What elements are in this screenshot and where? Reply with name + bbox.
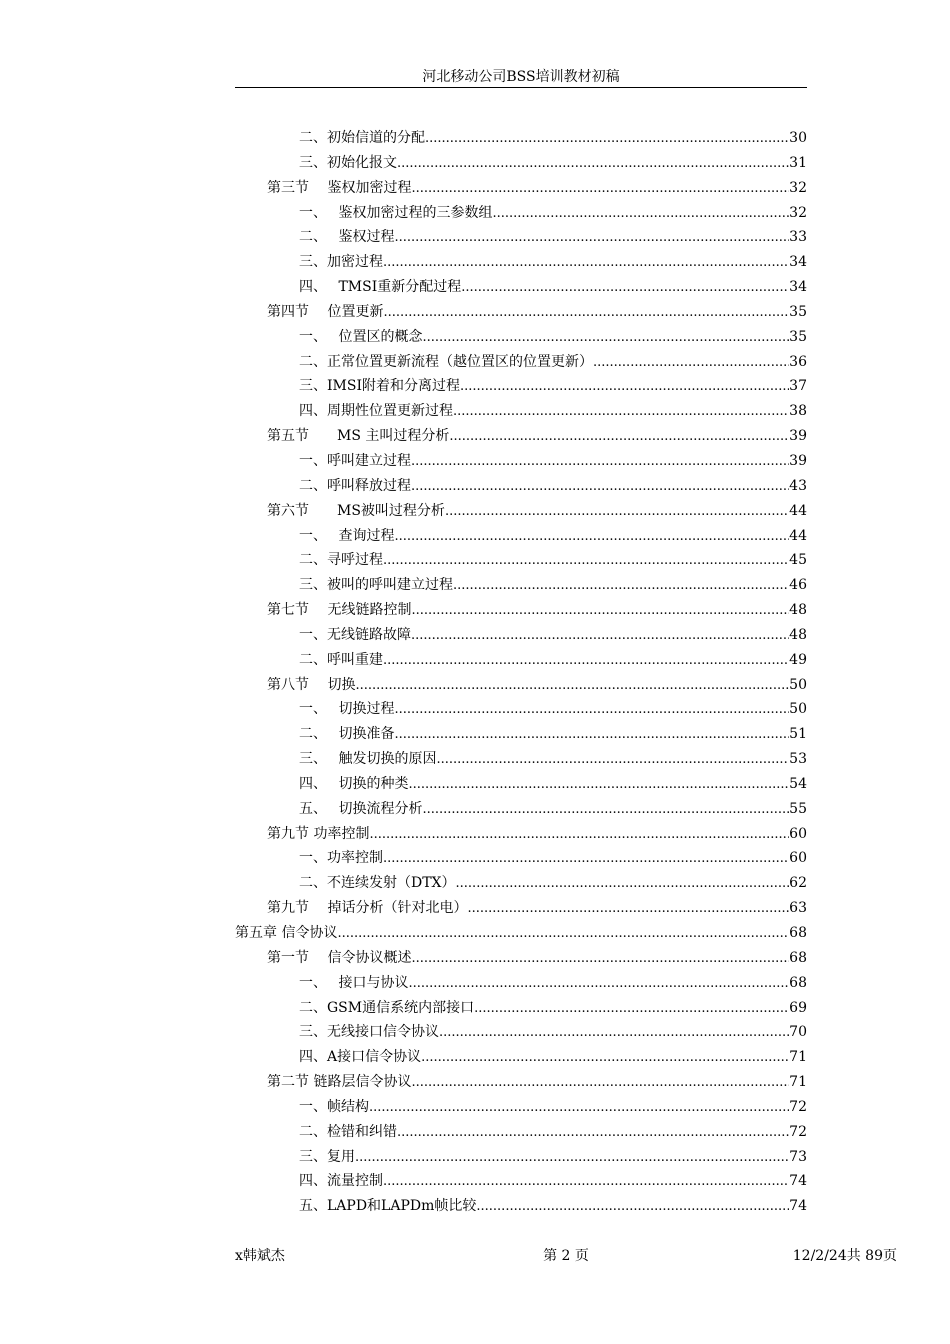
toc-entry-page: 50 bbox=[789, 676, 807, 693]
toc-entry-label: 二、寻呼过程 bbox=[299, 552, 383, 569]
toc-entry-page: 46 bbox=[789, 577, 807, 594]
toc-entry-page: 60 bbox=[789, 850, 807, 867]
toc-leader-dots bbox=[411, 624, 789, 649]
toc-entry-label: 第九节 功率控制 bbox=[267, 825, 370, 842]
toc-entry[interactable] bbox=[235, 996, 807, 1021]
toc-entry-label: 一、 鉴权加密过程的三参数组 bbox=[299, 204, 493, 221]
toc-entry-page: 70 bbox=[789, 1024, 807, 1041]
toc-leader-dots bbox=[436, 748, 789, 773]
toc-leader-dots bbox=[355, 1146, 789, 1171]
toc-entry[interactable] bbox=[235, 1045, 807, 1070]
toc-entry[interactable] bbox=[235, 797, 807, 822]
header-rule bbox=[235, 87, 807, 88]
toc-entry-page: 68 bbox=[789, 949, 807, 966]
toc-entry-page: 49 bbox=[789, 651, 807, 668]
toc-entry[interactable] bbox=[235, 126, 807, 151]
toc-entry-label: 一、无线链路故障 bbox=[299, 626, 411, 643]
toc-leader-dots bbox=[383, 847, 789, 872]
toc-leader-dots bbox=[383, 549, 789, 574]
toc-entry-label: 第七节 无线链路控制 bbox=[267, 602, 412, 619]
toc-leader-dots bbox=[355, 674, 789, 699]
toc-entry[interactable] bbox=[235, 1145, 807, 1170]
toc-leader-dots bbox=[449, 425, 789, 450]
toc-entry-page: 71 bbox=[789, 1049, 807, 1066]
toc-entry-label: 一、呼叫建立过程 bbox=[299, 452, 411, 469]
toc-leader-dots bbox=[425, 127, 789, 152]
toc-leader-dots bbox=[411, 947, 789, 972]
toc-leader-dots bbox=[467, 897, 789, 922]
toc-entry-label: 四、周期性位置更新过程 bbox=[299, 403, 453, 420]
toc-entry-label: 二、 鉴权过程 bbox=[299, 229, 395, 246]
toc-entry-page: 54 bbox=[789, 775, 807, 792]
toc-entry-label: 第五节 MS 主叫过程分析 bbox=[267, 428, 450, 445]
toc-entry-page: 32 bbox=[789, 204, 807, 221]
toc-entry[interactable] bbox=[235, 623, 807, 648]
toc-entry-page: 33 bbox=[789, 229, 807, 246]
footer-date-total: 12/2/24共 89页 bbox=[792, 1248, 897, 1264]
toc-entry[interactable] bbox=[235, 673, 807, 698]
toc-leader-dots bbox=[445, 500, 789, 525]
toc-entry[interactable] bbox=[235, 300, 807, 325]
toc-entry-page: 44 bbox=[789, 527, 807, 544]
toc-entry-page: 51 bbox=[789, 726, 807, 743]
toc-entry[interactable] bbox=[235, 747, 807, 772]
toc-entry-page: 68 bbox=[789, 974, 807, 991]
toc-entry[interactable] bbox=[235, 151, 807, 176]
toc-entry-label: 四、 切换的种类 bbox=[299, 775, 409, 792]
toc-entry-page: 74 bbox=[789, 1173, 807, 1190]
toc-entry[interactable] bbox=[235, 225, 807, 250]
toc-leader-dots bbox=[369, 823, 789, 848]
toc-leader-dots bbox=[408, 773, 789, 798]
toc-leader-dots bbox=[394, 525, 789, 550]
toc-entry-label: 第五章 信令协议 bbox=[235, 925, 338, 941]
toc-entry-page: 72 bbox=[789, 1098, 807, 1115]
toc-leader-dots bbox=[453, 400, 789, 425]
toc-entry-label: 三、 触发切换的原因 bbox=[299, 751, 437, 768]
toc-entry[interactable] bbox=[235, 1194, 807, 1219]
toc-entry-label: 第八节 切换 bbox=[267, 676, 356, 693]
toc-entry-page: 36 bbox=[789, 353, 807, 370]
toc-entry-page: 71 bbox=[789, 1074, 807, 1091]
toc-leader-dots bbox=[397, 1121, 789, 1146]
toc-entry-label: 第二节 链路层信令协议 bbox=[267, 1074, 412, 1091]
toc-entry[interactable] bbox=[235, 1020, 807, 1045]
toc-entry-page: 43 bbox=[789, 477, 807, 494]
toc-leader-dots bbox=[383, 301, 789, 326]
toc-entry-page: 62 bbox=[789, 875, 807, 892]
toc-entry-page: 48 bbox=[789, 626, 807, 643]
toc-entry-label: 五、 切换流程分析 bbox=[299, 800, 423, 817]
toc-entry-label: 三、加密过程 bbox=[299, 254, 383, 271]
toc-entry-page: 73 bbox=[789, 1148, 807, 1165]
toc-leader-dots bbox=[456, 872, 790, 897]
toc-entry-label: 三、无线接口信令协议 bbox=[299, 1024, 439, 1041]
toc-leader-dots bbox=[383, 251, 789, 276]
toc-entry[interactable] bbox=[235, 1095, 807, 1120]
toc-leader-dots bbox=[383, 1170, 789, 1195]
toc-entry-page: 30 bbox=[789, 130, 807, 146]
toc-entry-page: 63 bbox=[789, 900, 807, 917]
toc-entry-page: 31 bbox=[789, 154, 807, 171]
toc-entry[interactable] bbox=[235, 722, 807, 747]
toc-entry[interactable] bbox=[235, 449, 807, 474]
toc-entry[interactable] bbox=[235, 201, 807, 226]
toc-leader-dots bbox=[492, 202, 789, 227]
toc-leader-dots bbox=[453, 574, 789, 599]
toc-leader-dots bbox=[411, 599, 789, 624]
toc-entry-page: 37 bbox=[789, 378, 807, 395]
toc-entry[interactable] bbox=[235, 896, 807, 921]
toc-leader-dots bbox=[397, 152, 789, 177]
toc-entry[interactable] bbox=[235, 176, 807, 201]
toc-leader-dots bbox=[474, 997, 789, 1022]
toc-leader-dots bbox=[394, 723, 789, 748]
toc-entry[interactable] bbox=[235, 374, 807, 399]
toc-entry[interactable] bbox=[235, 1169, 807, 1194]
toc-leader-dots bbox=[476, 1195, 789, 1220]
toc-entry-label: 第九节 掉话分析（针对北电） bbox=[267, 900, 468, 917]
toc-leader-dots bbox=[411, 475, 789, 500]
toc-entry-label: 一、 切换过程 bbox=[299, 701, 395, 718]
toc-entry-page: 38 bbox=[789, 403, 807, 420]
toc-entry-page: 48 bbox=[789, 602, 807, 619]
toc-entry[interactable] bbox=[235, 399, 807, 424]
toc-leader-dots bbox=[394, 698, 789, 723]
page-header: 河北移动公司BSS培训教材初稿 bbox=[422, 69, 620, 85]
toc-entry[interactable] bbox=[235, 946, 807, 971]
toc-entry-label: 五、LAPD和LAPDm帧比较 bbox=[299, 1198, 477, 1215]
toc-leader-dots bbox=[337, 922, 789, 947]
toc-entry[interactable] bbox=[235, 474, 807, 499]
toc-entry-page: 69 bbox=[789, 999, 807, 1016]
toc-entry-page: 60 bbox=[789, 825, 807, 842]
toc-leader-dots bbox=[394, 226, 789, 251]
toc-entry-label: 二、不连续发射（DTX） bbox=[299, 875, 456, 892]
toc-entry[interactable] bbox=[235, 871, 807, 896]
toc-entry-label: 三、IMSI附着和分离过程 bbox=[299, 378, 460, 395]
toc-entry-page: 39 bbox=[789, 452, 807, 469]
toc-entry-page: 53 bbox=[789, 751, 807, 768]
toc-entry-label: 一、 位置区的概念 bbox=[299, 328, 423, 345]
toc-leader-dots bbox=[439, 1021, 789, 1046]
toc-entry-page: 34 bbox=[789, 254, 807, 271]
toc-entry[interactable] bbox=[235, 697, 807, 722]
toc-leader-dots bbox=[461, 276, 789, 301]
toc-entry-label: 三、初始化报文 bbox=[299, 154, 397, 171]
toc-entry[interactable] bbox=[235, 921, 807, 946]
toc-entry[interactable] bbox=[235, 499, 807, 524]
toc-entry[interactable] bbox=[235, 350, 807, 375]
toc-entry[interactable] bbox=[235, 598, 807, 623]
toc-entry-page: 55 bbox=[789, 800, 807, 817]
toc-entry-label: 第四节 位置更新 bbox=[267, 303, 384, 320]
toc-entry-label: 第一节 信令协议概述 bbox=[267, 949, 412, 966]
toc-entry-label: 一、 接口与协议 bbox=[299, 974, 409, 991]
footer-author: x韩斌杰 bbox=[235, 1248, 285, 1264]
toc-entry[interactable] bbox=[235, 524, 807, 549]
toc-leader-dots bbox=[593, 351, 789, 376]
toc-entry-label: 第三节 鉴权加密过程 bbox=[267, 179, 412, 196]
toc-entry-page: 68 bbox=[789, 925, 807, 941]
toc-entry-label: 四、A接口信令协议 bbox=[299, 1049, 422, 1066]
toc-entry-label: 二、呼叫释放过程 bbox=[299, 477, 411, 494]
toc-entry-label: 二、GSM通信系统内部接口 bbox=[299, 999, 475, 1016]
toc-entry-label: 二、呼叫重建 bbox=[299, 651, 383, 668]
toc-entry[interactable] bbox=[235, 846, 807, 871]
toc-entry-label: 二、检错和纠错 bbox=[299, 1123, 397, 1140]
toc-entry[interactable] bbox=[235, 1120, 807, 1145]
toc-entry[interactable] bbox=[235, 548, 807, 573]
toc-entry-page: 39 bbox=[789, 428, 807, 445]
toc-entry[interactable] bbox=[235, 971, 807, 996]
toc-leader-dots bbox=[422, 326, 789, 351]
footer-page-number: 第 2 页 bbox=[543, 1248, 589, 1264]
toc-entry-label: 四、流量控制 bbox=[299, 1173, 383, 1190]
toc-entry-page: 72 bbox=[789, 1123, 807, 1140]
toc-entry[interactable] bbox=[235, 1070, 807, 1095]
table-of-contents bbox=[235, 126, 807, 1219]
toc-entry-label: 一、帧结构 bbox=[299, 1098, 369, 1115]
toc-entry[interactable] bbox=[235, 772, 807, 797]
toc-entry[interactable] bbox=[235, 573, 807, 598]
toc-entry-page: 74 bbox=[789, 1198, 807, 1215]
toc-entry-label: 三、复用 bbox=[299, 1148, 355, 1165]
toc-entry-label: 二、 切换准备 bbox=[299, 726, 395, 743]
toc-leader-dots bbox=[411, 450, 789, 475]
toc-entry-label: 第六节 MS被叫过程分析 bbox=[267, 502, 445, 519]
toc-leader-dots bbox=[408, 972, 789, 997]
toc-entry[interactable] bbox=[235, 275, 807, 300]
toc-entry-label: 二、初始信道的分配 bbox=[299, 130, 425, 146]
toc-leader-dots bbox=[460, 375, 789, 400]
toc-leader-dots bbox=[422, 798, 789, 823]
toc-entry-page: 44 bbox=[789, 502, 807, 519]
toc-leader-dots bbox=[411, 177, 789, 202]
toc-leader-dots bbox=[411, 1071, 789, 1096]
toc-entry-label: 四、 TMSI重新分配过程 bbox=[299, 279, 462, 296]
toc-entry[interactable] bbox=[235, 424, 807, 449]
toc-entry-page: 32 bbox=[789, 179, 807, 196]
toc-entry-page: 45 bbox=[789, 552, 807, 569]
toc-entry-label: 三、被叫的呼叫建立过程 bbox=[299, 577, 453, 594]
toc-entry[interactable] bbox=[235, 648, 807, 673]
toc-entry[interactable] bbox=[235, 250, 807, 275]
toc-entry-page: 34 bbox=[789, 279, 807, 296]
toc-entry-page: 35 bbox=[789, 303, 807, 320]
toc-leader-dots bbox=[369, 1096, 789, 1121]
toc-entry[interactable] bbox=[235, 822, 807, 847]
toc-entry-page: 35 bbox=[789, 328, 807, 345]
toc-entry[interactable] bbox=[235, 325, 807, 350]
toc-entry-label: 二、正常位置更新流程（越位置区的位置更新） bbox=[299, 353, 593, 370]
toc-leader-dots bbox=[421, 1046, 789, 1071]
toc-entry-label: 一、功率控制 bbox=[299, 850, 383, 867]
toc-entry-page: 50 bbox=[789, 701, 807, 718]
toc-entry-label: 一、 查询过程 bbox=[299, 527, 395, 544]
toc-leader-dots bbox=[383, 649, 789, 674]
